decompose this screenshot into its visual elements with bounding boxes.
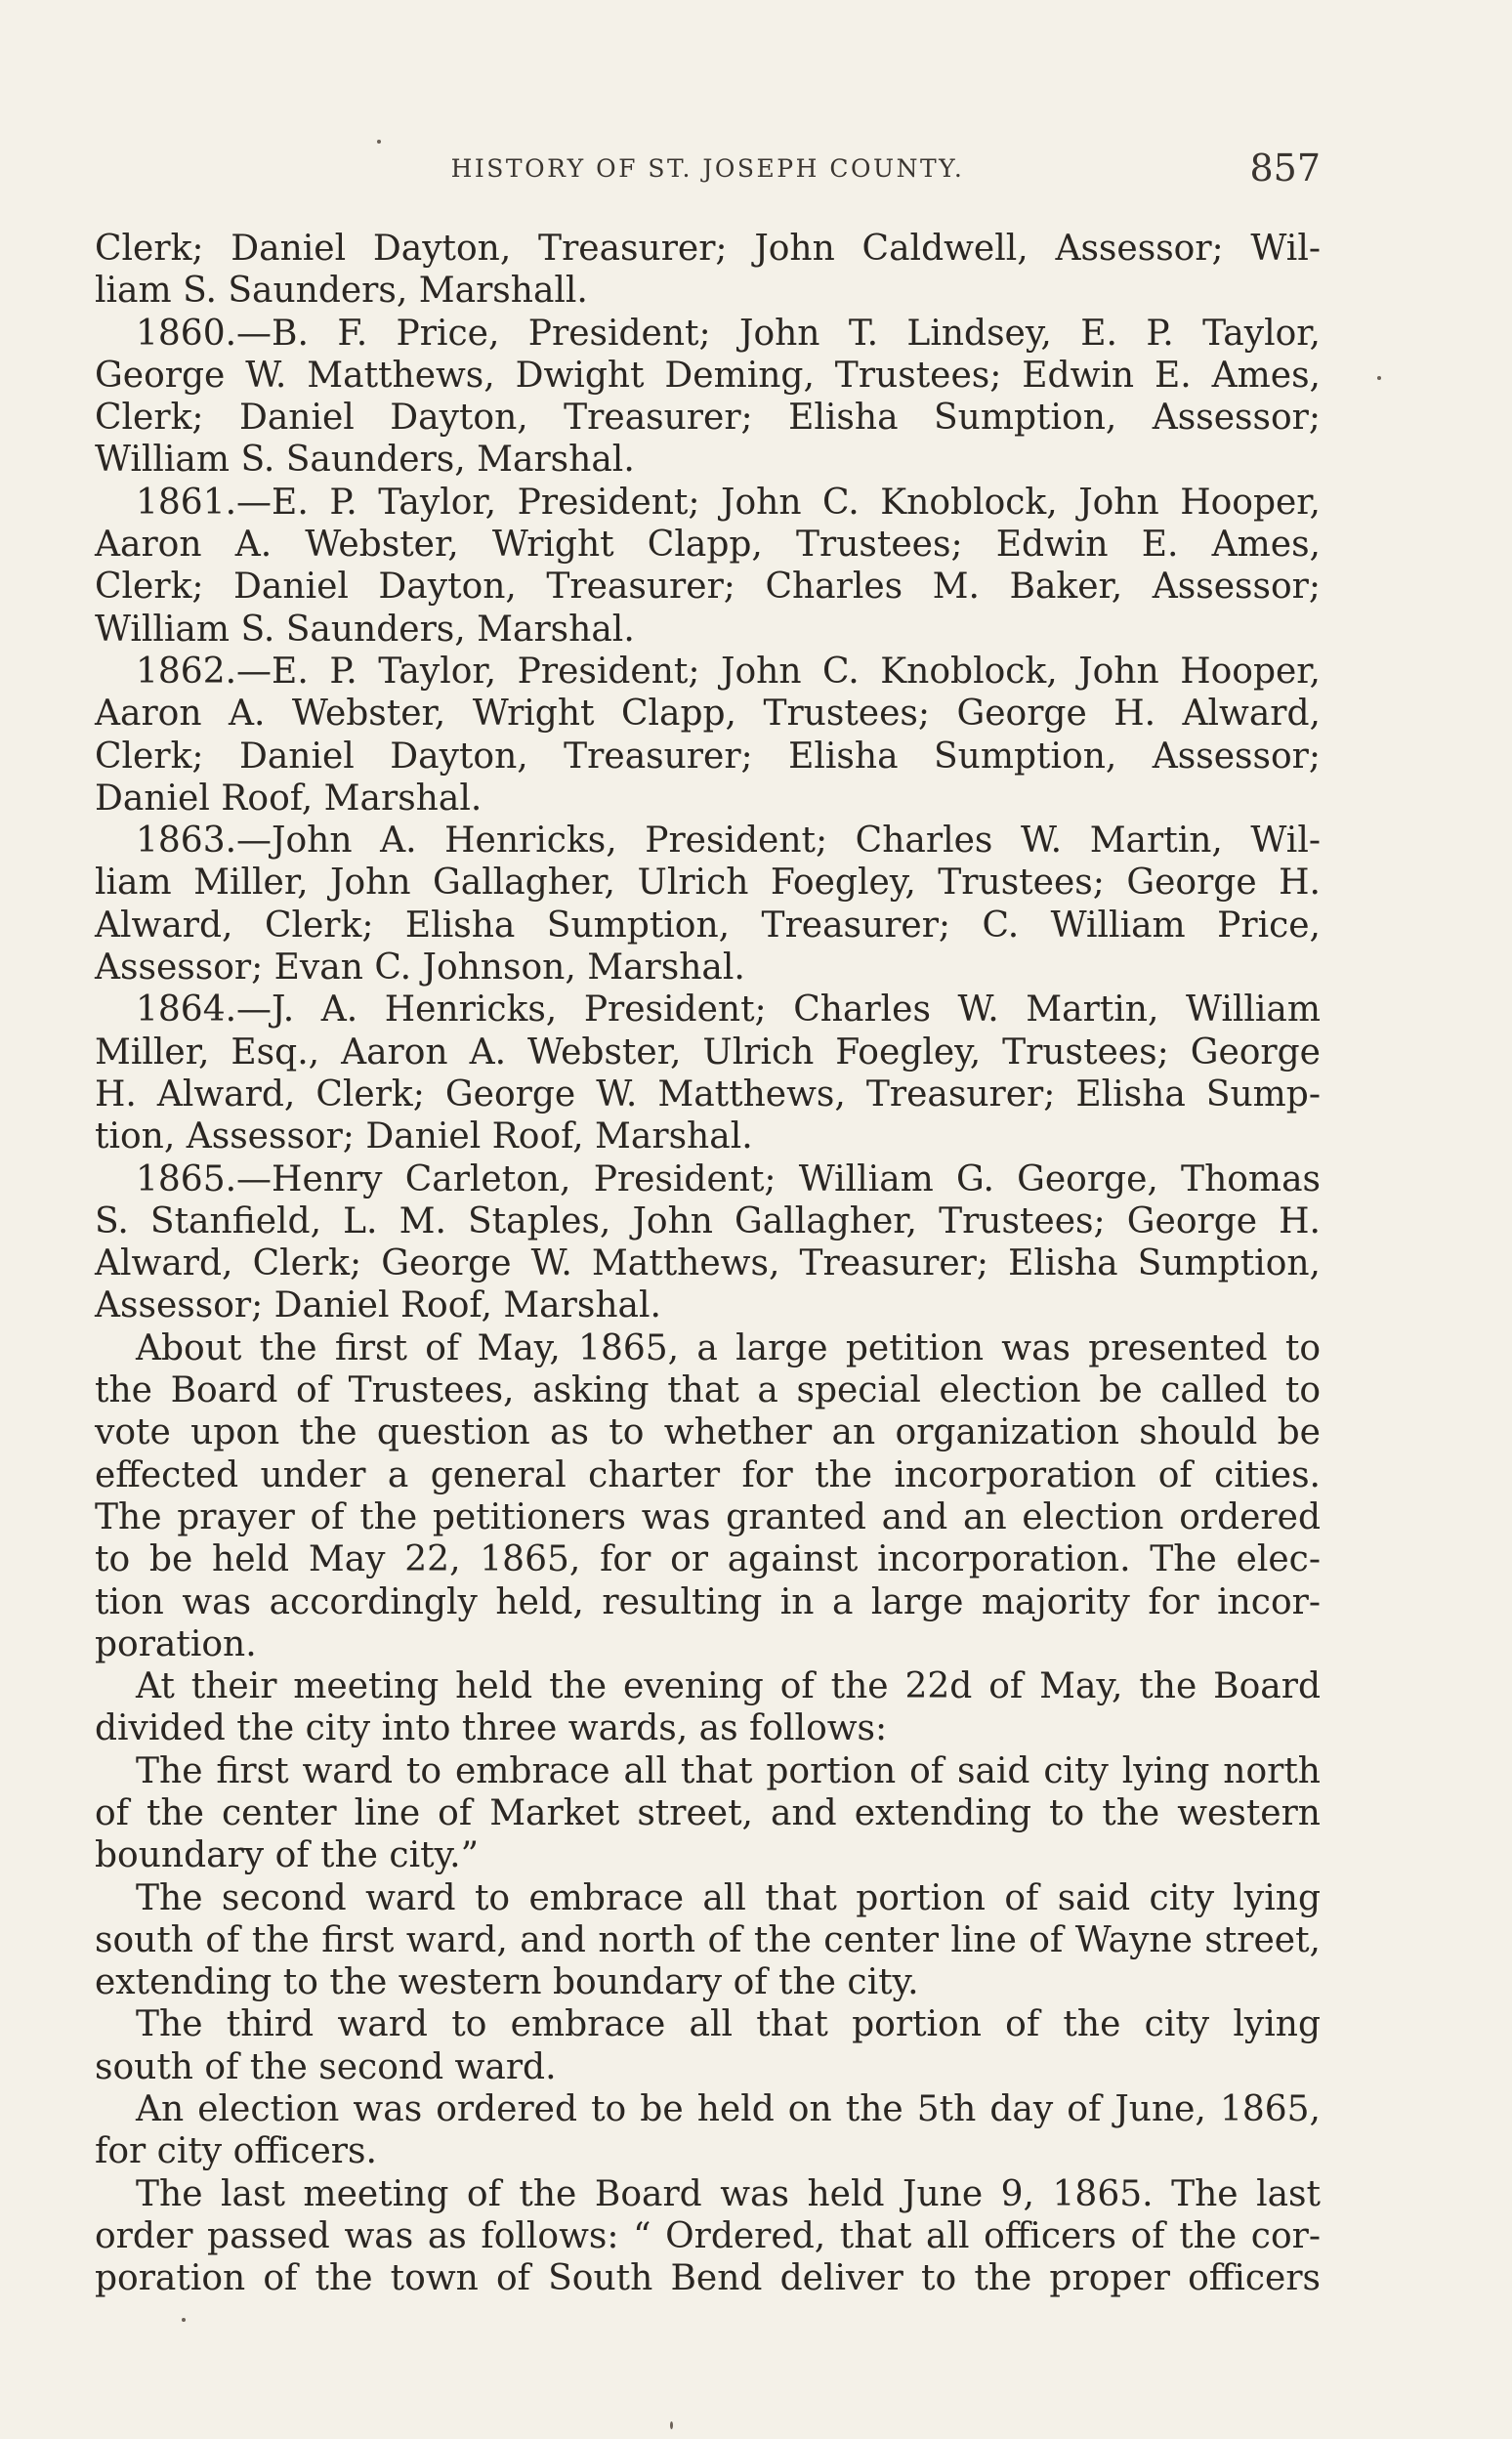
text-line: south of the first ward, and north of the center line of Wayne street, bbox=[95, 1919, 1321, 1960]
text-line: An election was ordered to be held on the 5th day of June, 1865, bbox=[136, 2089, 1321, 2130]
text-line: to be held May 22, 1865, for or against incorporation. The elec- bbox=[95, 1539, 1321, 1580]
text-line: H. Alward, Clerk; George W. Matthews, Treasurer; Elisha Sump- bbox=[95, 1073, 1321, 1114]
print-speck bbox=[377, 140, 381, 144]
text-line: The second ward to embrace all that portion of said city lying bbox=[136, 1877, 1321, 1918]
running-title: HISTORY OF ST. JOSEPH COUNTY. bbox=[450, 154, 965, 183]
text-line: tion was accordingly held, resulting in a large majority for incor- bbox=[95, 1581, 1321, 1622]
text-line: 1860.—B. F. Price, President; John T. Lindsey, E. P. Taylor, bbox=[136, 313, 1321, 354]
text-line: vote upon the question as to whether an organization should be bbox=[95, 1412, 1321, 1453]
text-line: William S. Saunders, Marshal. bbox=[95, 609, 635, 650]
text-line: The prayer of the petitioners was granted and an election ordered bbox=[95, 1496, 1321, 1537]
text-line: Assessor; Daniel Roof, Marshal. bbox=[95, 1285, 661, 1326]
text-line: S. Stanfield, L. M. Staples, John Gallagher, Trustees; George H. bbox=[95, 1200, 1321, 1241]
text-line: Clerk; Daniel Dayton, Treasurer; Elisha Sumption, Assessor; bbox=[95, 736, 1321, 777]
text-line: for city officers. bbox=[95, 2131, 377, 2172]
text-line: Clerk; Daniel Dayton, Treasurer; John Caldwell, Assessor; Wil- bbox=[95, 229, 1321, 269]
text-line: extending to the western boundary of the city. bbox=[95, 1962, 919, 2003]
text-line: The first ward to embrace all that portion of said city lying north bbox=[136, 1750, 1321, 1791]
text-line: boundary of the city.” bbox=[95, 1835, 479, 1876]
text-line: liam S. Saunders, Marshall. bbox=[95, 271, 588, 312]
text-line: At their meeting held the evening of the 22d of May, the Board bbox=[136, 1666, 1321, 1707]
text-line: liam Miller, John Gallagher, Ulrich Foegley, Trustees; George H. bbox=[95, 862, 1321, 904]
text-line: of the center line of Market street, and extending to the western bbox=[95, 1792, 1321, 1833]
text-line: Aaron A. Webster, Wright Clapp, Trustees; Edwin E. Ames, bbox=[95, 525, 1321, 566]
text-line: Assessor; Evan C. Johnson, Marshal. bbox=[95, 947, 745, 988]
text-line: 1862.—E. P. Taylor, President; John C. Knoblock, John Hooper, bbox=[136, 651, 1321, 692]
print-speck bbox=[1377, 376, 1381, 380]
text-line: poration. bbox=[95, 1623, 257, 1664]
page-number: 857 bbox=[1249, 147, 1321, 189]
text-line: divided the city into three wards, as follows: bbox=[95, 1708, 888, 1749]
text-line: tion, Assessor; Daniel Roof, Marshal. bbox=[95, 1116, 753, 1157]
text-line: Alward, Clerk; Elisha Sumption, Treasurer; C. William Price, bbox=[95, 904, 1321, 946]
text-line: effected under a general charter for the incorporation of cities. bbox=[95, 1454, 1321, 1495]
text-line: order passed was as follows: “ Ordered, that all officers of the cor- bbox=[95, 2215, 1321, 2256]
text-line: Clerk; Daniel Dayton, Treasurer; Charles M. Baker, Assessor; bbox=[95, 567, 1321, 608]
text-line: 1863.—John A. Henricks, President; Charles W. Martin, Wil- bbox=[136, 820, 1321, 862]
text-line: Daniel Roof, Marshal. bbox=[95, 778, 483, 819]
text-line: William S. Saunders, Marshal. bbox=[95, 440, 635, 481]
body-text bbox=[95, 228, 1321, 2300]
text-line: 1864.—J. A. Henricks, President; Charles W. Martin, William bbox=[136, 989, 1321, 1030]
page-header bbox=[95, 147, 1321, 195]
text-line: 1861.—E. P. Taylor, President; John C. Knoblock, John Hooper, bbox=[136, 482, 1321, 523]
text-line: the Board of Trustees, asking that a special election be called to bbox=[95, 1370, 1321, 1411]
text-line: About the first of May, 1865, a large petition was presented to bbox=[136, 1327, 1321, 1368]
text-line: Aaron A. Webster, Wright Clapp, Trustees; George H. Alward, bbox=[95, 694, 1321, 735]
text-line: The third ward to embrace all that portion of the city lying bbox=[136, 2004, 1321, 2045]
text-line: Alward, Clerk; George W. Matthews, Treasurer; Elisha Sumption, bbox=[95, 1243, 1321, 1284]
print-speck bbox=[670, 2421, 673, 2429]
text-line: The last meeting of the Board was held June 9, 1865. The last bbox=[136, 2173, 1321, 2214]
text-line: 1865.—Henry Carleton, President; William G. George, Thomas bbox=[136, 1158, 1321, 1199]
text-line: Miller, Esq., Aaron A. Webster, Ulrich Foegley, Trustees; George bbox=[95, 1031, 1321, 1072]
text-line: poration of the town of South Bend deliver to the proper officers bbox=[95, 2258, 1321, 2299]
print-speck bbox=[182, 2318, 186, 2322]
text-line: Clerk; Daniel Dayton, Treasurer; Elisha Sumption, Assessor; bbox=[95, 398, 1321, 439]
text-line: George W. Matthews, Dwight Deming, Trustees; Edwin E. Ames, bbox=[95, 355, 1321, 396]
text-line: south of the second ward. bbox=[95, 2046, 557, 2087]
